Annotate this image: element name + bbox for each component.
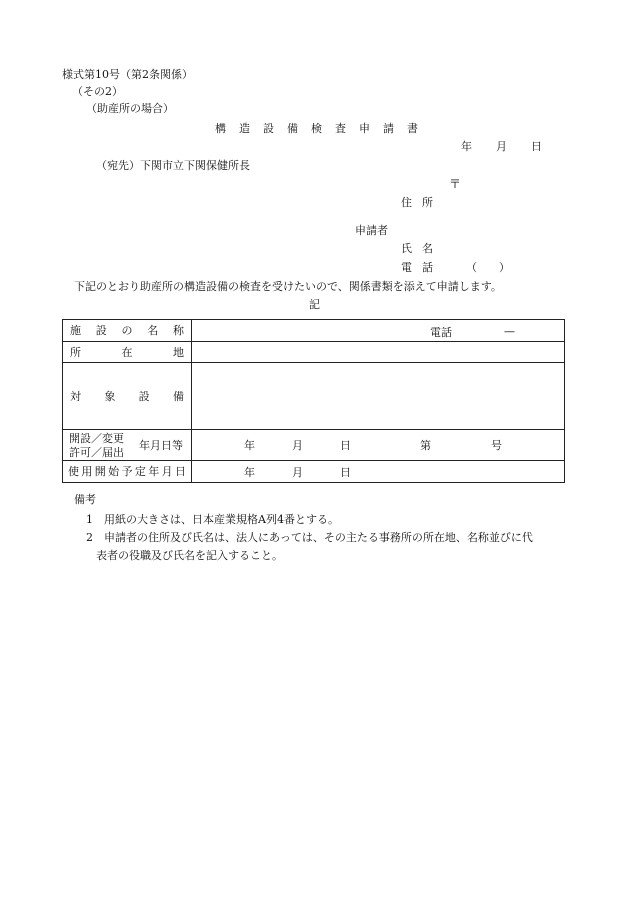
location-value-cell (192, 342, 565, 363)
location-label: 所 在 地 (70, 345, 184, 359)
approval-value-cell (192, 430, 565, 461)
table-row (63, 461, 565, 483)
address-label: 住所 (401, 196, 443, 209)
table-row (63, 363, 565, 430)
remark-2-text-line2: 表者の役職及び氏名を記入すること。 (96, 549, 283, 562)
table-row (63, 320, 565, 342)
approval-year: 年 (244, 438, 255, 452)
remark-2-number: 2 (86, 531, 93, 544)
approval-month: 月 (292, 438, 303, 452)
postal-mark: 〒 (449, 177, 462, 191)
approval-number-prefix: 第 (420, 438, 431, 452)
body-text: 下記のとおり助産所の構造設備の検査を受けたいので、関係書類を添えて申請します。 (74, 280, 502, 293)
approval-label-suffix: 年月日等 (139, 438, 183, 452)
phone-parens: （ ） (466, 261, 510, 274)
facility-phone-label: 電話 (430, 325, 452, 339)
page-title: 構造設備検査申請書 (215, 122, 431, 135)
remark-1-text: 用紙の大きさは、日本産業規格A列4番とする。 (104, 513, 339, 526)
facility-phone-dash: — (504, 324, 515, 338)
approval-number-suffix: 号 (491, 438, 502, 452)
table-row (63, 342, 565, 363)
form-case: （助産所の場合） (86, 102, 174, 115)
approval-label-line2: 許可／届出 (69, 445, 124, 459)
remark-1-number: 1 (86, 513, 93, 526)
equipment-label-cell (63, 363, 192, 430)
equipment-value-cell (192, 363, 565, 430)
name-label: 氏名 (401, 242, 443, 255)
facility-name-label-cell (63, 320, 192, 342)
location-label-cell (63, 342, 192, 363)
form-part: （その2） (72, 85, 123, 98)
start-date-label-cell (63, 461, 192, 483)
start-month: 月 (292, 465, 303, 479)
form-number: 様式第10号（第2条関係） (62, 68, 193, 81)
applicant-label: 申請者 (355, 224, 388, 237)
start-date-value-cell (192, 461, 565, 483)
date-month-label: 月 (496, 140, 507, 153)
addressee: （宛先）下関市立下関保健所長 (96, 159, 250, 172)
phone-label: 電話 (401, 261, 443, 274)
ki-label: 記 (309, 298, 320, 311)
table-row (63, 430, 565, 461)
approval-label-cell (63, 430, 192, 461)
facility-name-label: 施 設 の 名 称 (70, 324, 184, 337)
equipment-label: 対 象 設 備 (70, 389, 184, 403)
remark-2-text-line1: 申請者の住所及び氏名は、法人にあっては、その主たる事務所の所在地、名称並びに代 (104, 531, 533, 544)
remarks-heading: 備考 (74, 493, 96, 506)
date-year-label: 年 (461, 140, 472, 153)
facility-name-value-cell (192, 320, 565, 342)
start-year: 年 (244, 465, 255, 479)
start-date-label: 使 用 開 始 予 定 年 月 日 (68, 465, 186, 478)
inspection-table (62, 319, 565, 483)
approval-label-line1: 開設／変更 (69, 431, 124, 445)
date-day-label: 日 (531, 140, 542, 153)
approval-day: 日 (340, 438, 351, 452)
start-day: 日 (340, 465, 351, 479)
